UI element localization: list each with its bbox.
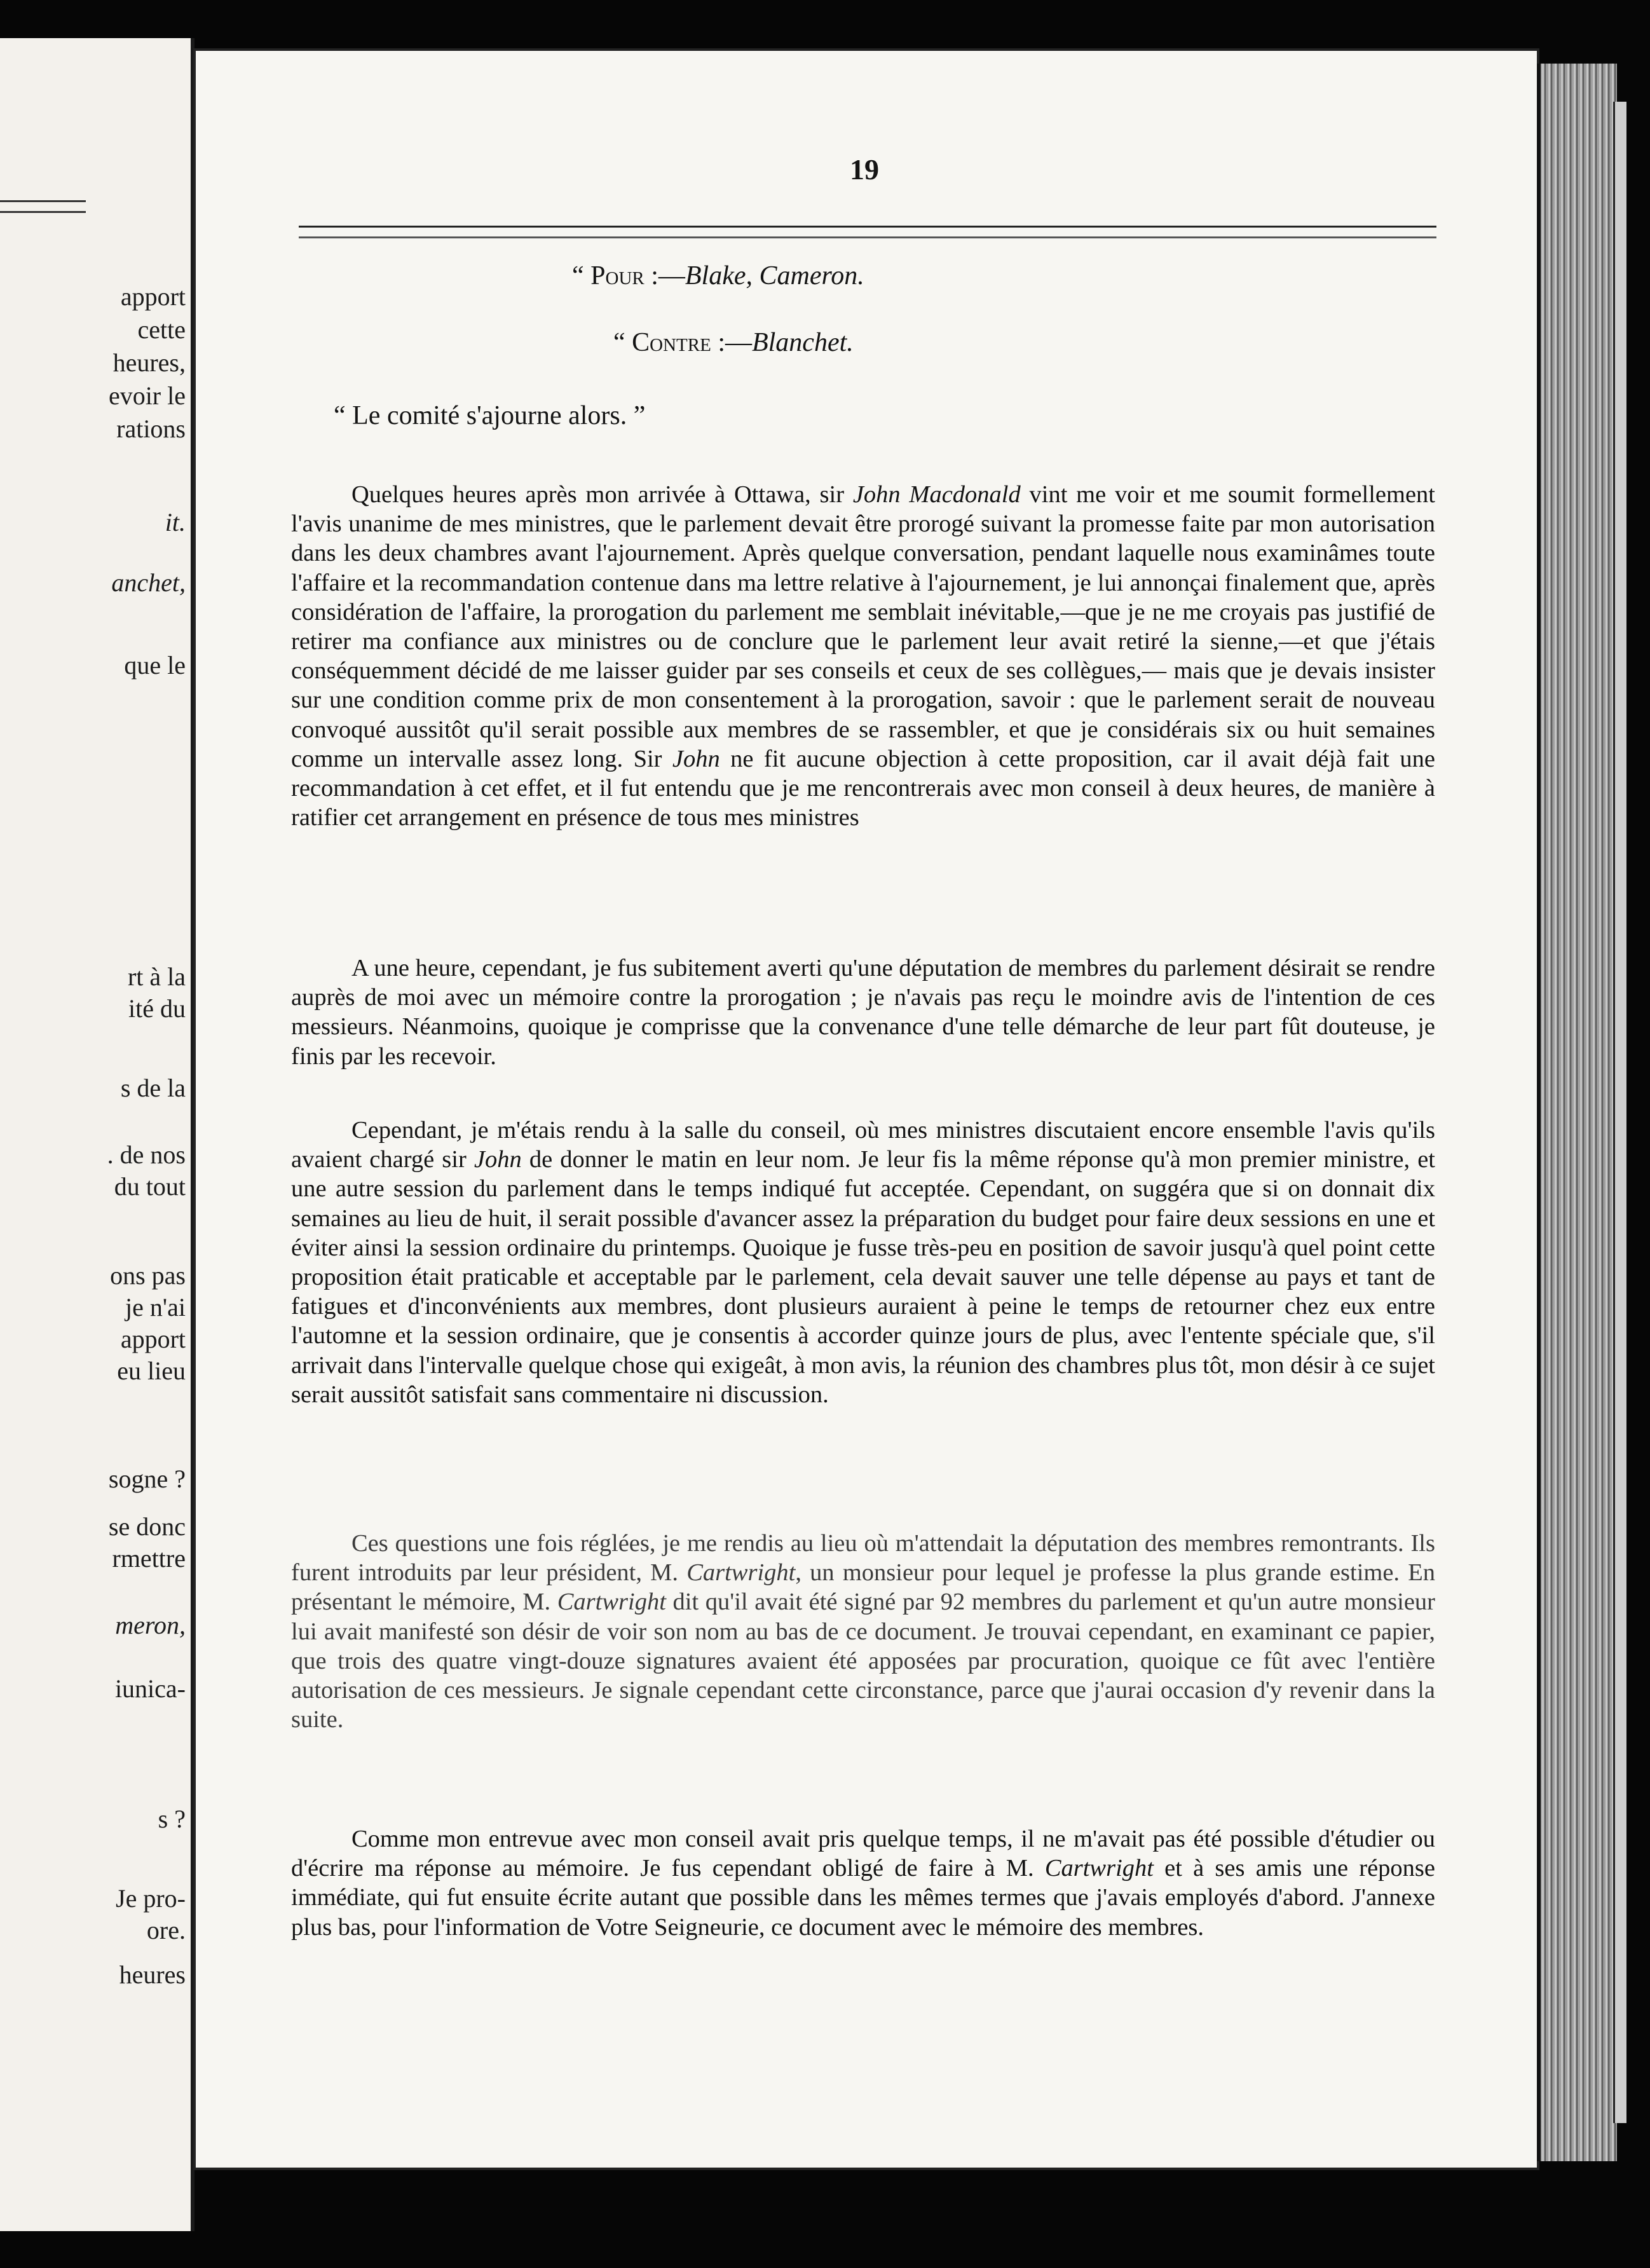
paragraph-text: de donner le matin en leur nom. Je leur fis la même réponse qu'à mon premier ministre, et une autre session du parlement dans le temps indiqué fut acceptée. Cependant, on suggéra que si on donnait dix semaines au lieu de huit, il serait possible d'avancer assez la préparation du budget pour faire deux sessions en une et éviter ainsi la session ordinaire du printemps. Quoique je fusse très-peu en position de savoir jusqu'à quel point cette proposition était praticable et acceptable par le parlement, cela devait sauver une telle dépense au pays et tant de fatigues et d'inconvénients aux membres, dont plusieurs auraient à peine le temps de retourner chez eux entre l'automne et la session ordinaire, que je consentis à accorder quinze jours de plus, avec l'entente spéciale que, s'il arrivait dans l'intervalle quelque chose qui exigeât, à mon avis, la réunion des chambres plus tôt, mon désir à ce sujet serait aussitôt satisfait sans commentaire ni discussion. — [291, 1146, 1435, 1408]
left-page-fragment-line: ore. — [146, 1916, 186, 1944]
vote-pour-names: Blake, Cameron. — [685, 261, 864, 290]
left-page-fragment-line: heures — [119, 1960, 186, 1989]
left-page-fragment-line: du tout — [114, 1172, 186, 1201]
italic-name: Cartwright — [557, 1588, 666, 1616]
left-page-fragment-line: s ? — [158, 1805, 186, 1833]
left-page-fragment-line: evoir le — [108, 381, 186, 410]
left-page-fragment-line: ons pas — [110, 1261, 186, 1290]
left-page-fragment-line: . de nos — [107, 1140, 186, 1169]
adjourn-line: “ Le comité s'ajourne alors. ” — [334, 401, 646, 430]
vote-pour-label: “ Pour :— — [572, 261, 685, 290]
paragraph — [291, 1824, 1435, 1942]
paragraph-text: , un monsieur pour lequel je professe la plus grande estime. En présentant le mémoire, M. — [291, 1559, 1435, 1616]
left-page-fragment-line: heures, — [112, 348, 186, 377]
left-page-fragment-line: Je pro- — [116, 1884, 186, 1913]
left-page-fragment-line: cette — [137, 315, 186, 344]
vote-contre-names: Blanchet. — [751, 328, 854, 357]
paragraph-text: et à ses amis une réponse immédiate, qui fut ensuite écrite autant que possible dans les mêmes termes que j'avais employés d'abord. J'annexe plus bas, pour l'information de Votre Seigneurie, ce document avec le mémoire des membres. — [291, 1855, 1435, 1941]
italic-name: Cartwright — [1044, 1855, 1154, 1882]
left-page-fragment-line: ité du — [128, 994, 186, 1023]
left-page-fragment-line: apport — [120, 1325, 186, 1353]
left-page-rule — [0, 200, 86, 213]
italic-name: John — [474, 1146, 522, 1173]
paragraph-text: Quelques heures après mon arrivée à Ottawa, sir — [351, 481, 853, 508]
left-page-fragment-line: se donc — [108, 1512, 186, 1541]
left-page-fragment-line: rations — [116, 414, 186, 443]
left-page-fragment-line: s de la — [120, 1074, 186, 1102]
paragraph-text: A une heure, cependant, je fus subitement averti qu'une députation de membres du parlement désirait se rendre auprès de moi avec un mémoire contre la prorogation ; je n'avais pas reçu le moindre avis de l'intention de ces messieurs. Néanmoins, quoique je comprisse que la convenance d'une telle démarche de leur part fût douteuse, je finis par les recevoir. — [291, 955, 1435, 1070]
left-page-fragment-line: apport — [120, 282, 186, 311]
paragraph — [291, 480, 1435, 832]
paragraph-text: Cependant, je m'étais rendu à la salle du conseil, où mes ministres discutaient encore ensemble l'avis qu'ils avaient chargé sir — [291, 1117, 1435, 1173]
italic-name: John — [672, 745, 720, 772]
left-page-fragment-line: anchet, — [111, 568, 186, 597]
left-page-fragment — [0, 38, 194, 2231]
paragraph-text: vint me voir et me soumit formellement l'avis unanime de mes ministres, que le parlement devait être prorogé suivant la promesse faite par mon autorisation dans les deux chambres avant l'ajournement. Après quelque conversation, pendant laquelle nous examinâmes toute l'affaire et la recommandation contenue dans ma lettre relative à l'ajournement, je lui annonçai finalement que, après considération de l'affaire, la prorogation du parlement me semblait inévitable,—que je ne me croyais pas justifié de retirer ma confiance aux ministres ou de conclure que le parlement leur avait retiré la sienne,—et que j'étais conséquemment décidé de me laisser guider par ses conseils et ceux de ses collègues,— mais que je devais insister sur une condition comme prix de mon consentement à la prorogation, savoir : que le parlement serait de nouveau convoqué aussitôt qu'il serait possible aux membres de se rassembler, et que je considérais six ou huit semaines comme un intervalle assez long. Sir — [291, 481, 1435, 772]
left-page-fragment-line: iunica- — [114, 1674, 186, 1703]
left-page-fragment-line: meron, — [115, 1611, 186, 1639]
left-page-fragment-line: sogne ? — [108, 1465, 186, 1493]
left-page-fragment-line: it. — [165, 508, 186, 536]
paragraph-text: Comme mon entrevue avec mon conseil avait pris quelque temps, il ne m'avait pas été possible d'étudier ou d'écrire ma réponse au mémoire. Je fus cependant obligé de faire à M. — [291, 1826, 1435, 1882]
left-page-fragment-line: rt à la — [127, 962, 186, 991]
paragraph — [291, 1529, 1435, 1734]
italic-name: John Macdonald — [852, 481, 1021, 508]
paragraph — [291, 1116, 1435, 1409]
left-page-fragment-line: rmettre — [112, 1544, 186, 1573]
paragraph-text: dit qu'il avait été signé par 92 membres du parlement et qu'un autre monsieur lui avait manifesté son désir de voir son nom au bas de ce document. Je trouvai cependant, en examinant ce papier, que trois des quatre vingt-douze signatures avaient été apposées par procuration, quoique ce fût avec l'entière autorisation de ces messieurs. Je signale cependant cette circonstance, parce que j'aurai occasion d'y revenir dans la suite. — [291, 1588, 1435, 1733]
paragraph-text: ne fit aucune objection à cette proposition, car il avait déjà fait une recommandation à cet effet, et il fut entendu que je me rencontrerais avec mon conseil à deux heures, de manière à ratifier cet arrangement en présence de tous mes ministres — [291, 745, 1435, 831]
vote-contre-label: “ Contre :— — [613, 328, 752, 357]
left-page-fragment-line: que le — [124, 651, 186, 680]
vote-pour — [572, 261, 864, 291]
italic-name: Cartwright — [686, 1559, 796, 1587]
page-edges — [1537, 64, 1617, 2161]
paragraph-text: Ces questions une fois réglées, je me rendis au lieu où m'attendait la députation des membres remontrants. Ils furent introduits par leur président, M. — [291, 1530, 1435, 1587]
book-spine-edge — [1613, 102, 1626, 2123]
paragraph — [291, 953, 1435, 1071]
header-rule — [299, 226, 1436, 238]
left-page-fragment-line: je n'ai — [125, 1293, 186, 1322]
left-page-fragment-line: eu lieu — [117, 1356, 186, 1385]
vote-contre — [613, 327, 854, 358]
page-number: 19 — [850, 153, 879, 186]
